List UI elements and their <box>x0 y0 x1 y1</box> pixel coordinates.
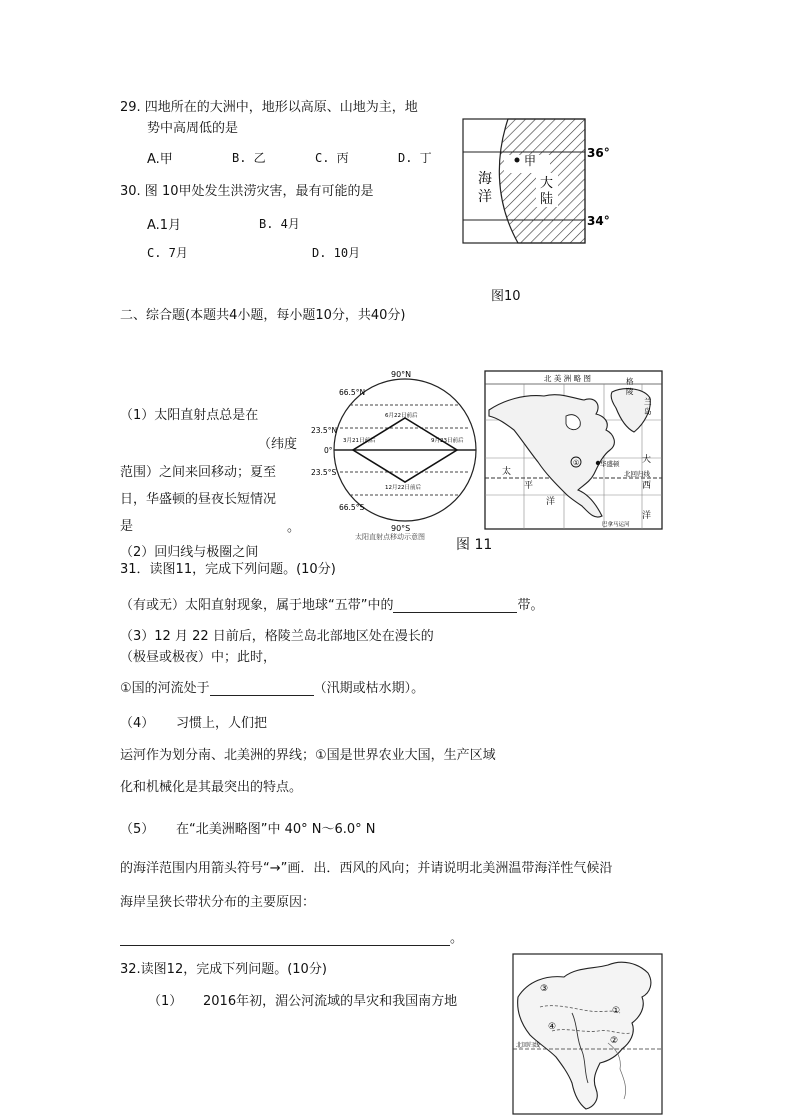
q32-part1-label: （1） <box>148 994 183 1009</box>
q32-part1-text: 2016年初，湄公河流域的旱灾和我国南方地 <box>203 994 458 1009</box>
q31-part3-line2: （极昼或极夜）中；此时， <box>120 650 277 665</box>
fig12-tropic-label: 北回归线 <box>516 1042 541 1049</box>
q30-option-c: C. 7月 <box>147 246 188 260</box>
q31-part4-line3: 化和机械化是其最突出的特点。 <box>120 780 303 795</box>
q31-part2-end: 带。 <box>517 598 544 613</box>
globe-lat-66s: 66.5°S <box>339 503 365 512</box>
figure-10-caption: 图10 <box>491 289 521 304</box>
land-label-1: 大 <box>540 176 554 191</box>
q30-option-a: A.1月 <box>147 218 182 233</box>
q31-title: 31．读图11，完成下列问题。(10分) <box>120 562 336 577</box>
map-greenland-1: 格 <box>626 377 634 386</box>
q31-part1-line3: 范围）之间来回移动；夏至 <box>120 465 277 480</box>
q31-part4-label: （4） <box>120 716 155 731</box>
map-title: 北 美 洲 略 图 <box>544 374 592 383</box>
q29-stem-line2: 势中高周低的是 <box>147 121 239 136</box>
map-greenland-2: 陵 <box>626 387 634 396</box>
land-label-2: 陆 <box>540 192 554 207</box>
figure-10-map <box>460 115 620 255</box>
q31-part5-line3: 海岸呈狭长带状分布的主要原因： <box>120 895 316 910</box>
map-pacific-3: 洋 <box>546 497 556 507</box>
fig12-mark-3: ③ <box>540 984 549 994</box>
q31-part5-line2: 的海洋范围内用箭头符号“→”画．出．西风的风向；并请说明北美洲温带海洋性气候沿 <box>120 861 613 876</box>
q31-part2-answer-blank[interactable] <box>393 599 517 613</box>
q31-part4-text: 习惯上，人们把 <box>176 716 268 731</box>
q31-part5-answer <box>120 927 463 946</box>
lat-34-label: 34° <box>587 214 610 228</box>
q31-part5-text: 在“北美洲略图”中 40° N～6.0° N <box>176 822 376 837</box>
q31-part5-answer-blank[interactable] <box>120 932 450 946</box>
q30-option-d: D. 10月 <box>312 246 361 260</box>
globe-title: 太阳直射点移动示意图 <box>355 533 425 540</box>
globe-north-pole: 90°N <box>391 370 412 379</box>
q29-stem-line1: 29. 四地所在的大洲中，地形以高原、山地为主，地 <box>120 100 418 115</box>
map-circle-1: ① <box>573 459 580 467</box>
map-canal-label: 巴拿马运河 <box>602 522 630 528</box>
globe-label-mar: 3月21日前后 <box>343 438 376 444</box>
globe-lat-66n: 66.5°N <box>339 388 366 397</box>
globe-south-pole: 90°S <box>391 524 411 533</box>
fig12-mark-2: ② <box>610 1036 619 1046</box>
point-jia-label: 甲 <box>524 154 537 168</box>
map-atlantic-3: 洋 <box>642 511 652 521</box>
ocean-label-2: 洋 <box>478 189 492 205</box>
map-greenland-4: 岛 <box>644 407 652 416</box>
map-pacific-2: 平 <box>524 481 534 491</box>
q32-title: 32.读图12，完成下列问题。(10分) <box>120 962 327 977</box>
section-2-heading: 二、综合题(本题共4小题，每小题10分，共40分) <box>120 308 406 323</box>
map-tropic-label: 北回归线 <box>624 470 650 478</box>
q31-part4-line2: 运河作为划分南、北美洲的界线；①国是世界农业大国，生产区域 <box>120 748 496 763</box>
point-jia-marker <box>515 158 520 163</box>
q31-part3-end: （汛期或枯水期）。 <box>313 681 425 696</box>
globe-label-sep: 9月23日前后 <box>431 438 464 444</box>
map-atlantic-1: 大 <box>642 455 652 465</box>
figure-11-north-america-map <box>484 370 664 532</box>
q31-part2-line <box>120 594 544 613</box>
q31-part1-line4: 日，华盛顿的昼夜长短情况 <box>120 492 277 507</box>
ocean-label-1: 海 <box>478 171 492 187</box>
globe-label-dec: 12月22日前后 <box>385 485 421 491</box>
q31-part3-text: ①国的河流处于 <box>120 681 210 696</box>
q30-option-b: B. 4月 <box>259 217 300 231</box>
q31-part2-text: （2）回归线与极圈之间 <box>120 545 259 560</box>
q29-option-b: B. 乙 <box>232 151 266 165</box>
figure-12-map <box>512 953 664 1116</box>
map-greenland-3: 兰 <box>644 397 652 406</box>
globe-lat-23n: 23.5°N <box>311 426 338 435</box>
q31-part3-line1: （3）12 月 22 日前后，格陵兰岛北部地区处在漫长的 <box>120 629 434 644</box>
fig12-mark-4: ④ <box>548 1022 557 1032</box>
q29-option-c: C. 丙 <box>315 151 349 165</box>
globe-label-jun: 6月22日前后 <box>385 413 418 419</box>
q31-part1-line1: （1）太阳直射点总是在 <box>120 408 259 423</box>
lat-36-label: 36° <box>587 146 610 160</box>
q31-part5-end: 。 <box>450 931 464 946</box>
q31-part1-line5: 是 <box>120 519 134 534</box>
globe-lat-23s: 23.5°S <box>311 468 337 477</box>
map-atlantic-2: 西 <box>642 481 652 491</box>
fig12-mark-1: ① <box>612 1006 621 1016</box>
map-pacific-1: 太 <box>502 467 512 477</box>
map-washington: 华盛顿 <box>600 460 620 468</box>
q31-part2-text: （有或无）太阳直射现象，属于地球“五带”中的 <box>120 598 394 613</box>
q30-stem: 30. 图 10甲处发生洪涝灾害，最有可能的是 <box>120 184 374 199</box>
figure-11-globe-diagram <box>305 368 480 540</box>
q31-part3-answer-blank[interactable] <box>210 682 314 696</box>
q31-part1-line2: （纬度 <box>258 437 298 452</box>
q31-part1-line5-end: 。 <box>287 520 301 535</box>
globe-equator: 0° <box>324 446 333 455</box>
figure-11-caption: 图 11 <box>456 537 493 553</box>
q29-option-a: A.甲 <box>147 152 173 167</box>
q31-part3-line3 <box>120 677 424 696</box>
q29-option-d: D. 丁 <box>398 151 432 165</box>
q31-part5-label: （5） <box>120 822 155 837</box>
